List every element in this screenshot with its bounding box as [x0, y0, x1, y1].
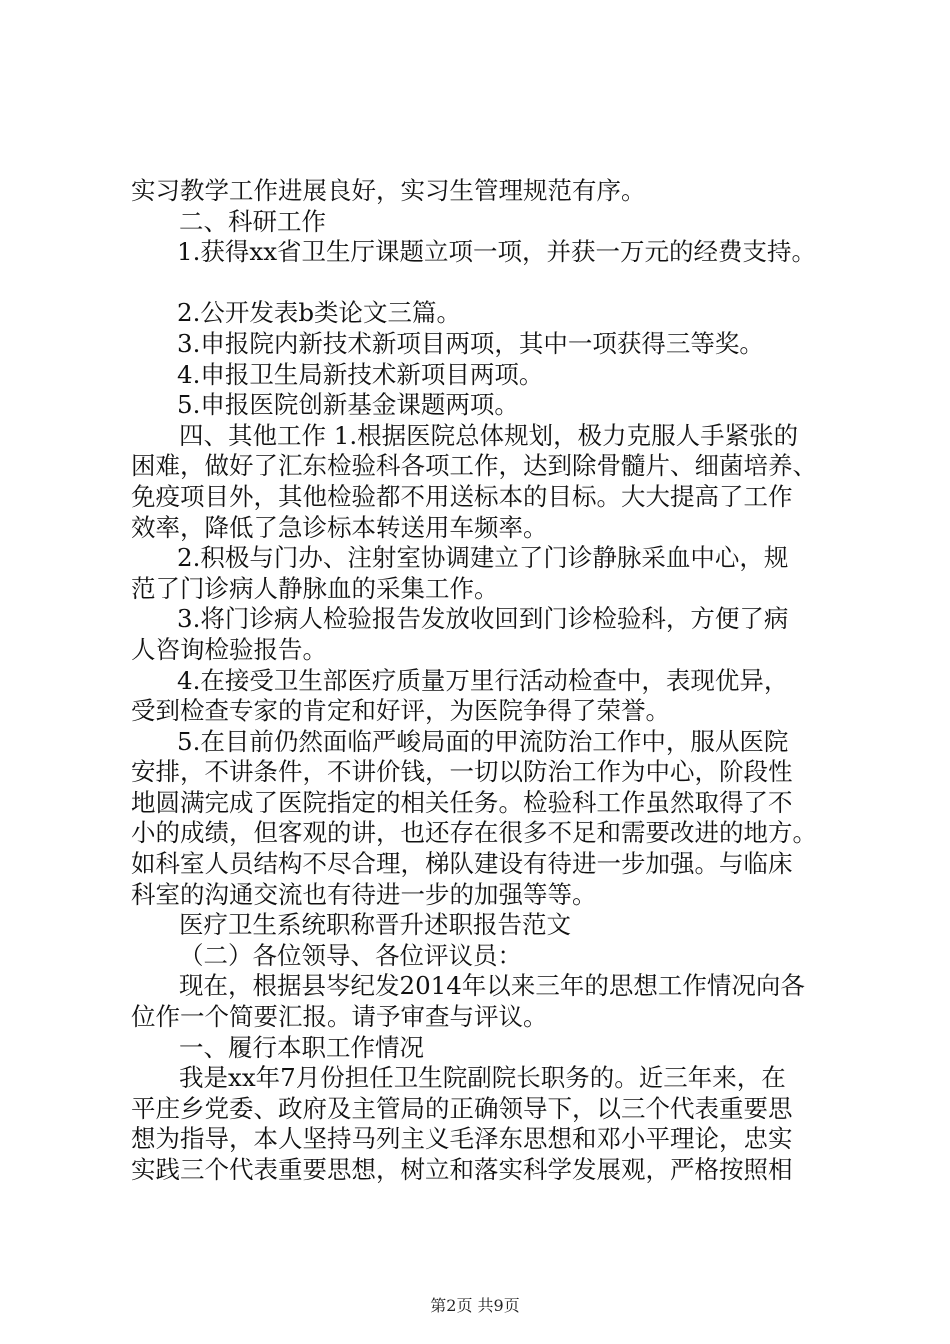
- text-line: 我是xx年7月份担任卫生院副院长职务的。近三年来，在: [179, 1063, 786, 1093]
- section-heading: 二、科研工作: [179, 206, 326, 236]
- text-line: 科室的沟通交流也有待进一步的加强等等。: [131, 879, 597, 909]
- text-line: 如科室人员结构不尽合理，梯队建设有待进一步加强。与临床: [131, 849, 793, 879]
- text-line: 人咨询检验报告。: [131, 634, 327, 664]
- text-line: 小的成绩，但客观的讲，也还存在很多不足和需要改进的地方。: [131, 818, 817, 848]
- text-line: 安排，不讲条件，不讲价钱，一切以防治工作为中心，阶段性: [131, 757, 793, 787]
- text-line: 四、其他工作 1.根据医院总体规划，极力克服人手紧张的: [179, 420, 799, 450]
- text-line: 想为指导，本人坚持马列主义毛泽东思想和邓小平理论，忠实: [131, 1124, 793, 1154]
- text-line: 4.申报卫生局新技术新项目两项。: [177, 359, 544, 389]
- text-line: 困难，做好了汇东检验科各项工作，达到除骨髓片、细菌培养、: [131, 451, 817, 481]
- page-number-footer: 第2页 共9页: [430, 1296, 520, 1315]
- text-line: 3.申报院内新技术新项目两项，其中一项获得三等奖。: [177, 328, 764, 358]
- text-line: 范了门诊病人静脉血的采集工作。: [131, 573, 499, 603]
- text-line: 4.在接受卫生部医疗质量万里行活动检查中，表现优异，: [177, 665, 789, 695]
- document-title: 医疗卫生系统职称晋升述职报告范文: [179, 910, 571, 940]
- text-line: 5.在目前仍然面临严峻局面的甲流防治工作中，服从医院: [177, 726, 789, 756]
- text-line: 5.申报医院创新基金课题两项。: [177, 390, 519, 420]
- text-line: 地圆满完成了医院指定的相关任务。检验科工作虽然取得了不: [131, 787, 793, 817]
- text-line: 3.将门诊病人检验报告发放收回到门诊检验科，方便了病: [177, 604, 789, 634]
- text-line: 现在，根据县岑纪发2014年以来三年的思想工作情况向各: [179, 971, 805, 1001]
- section-heading: 一、履行本职工作情况: [179, 1032, 424, 1062]
- text-line: 实践三个代表重要思想，树立和落实科学发展观，严格按照相: [131, 1155, 793, 1184]
- text-line: 2.积极与门办、注射室协调建立了门诊静脉采血中心，规: [177, 543, 789, 573]
- blank-line: [131, 268, 831, 299]
- text-line: 免疫项目外，其他检验都不用送标本的目标。大大提高了工作: [131, 481, 793, 511]
- text-line: 效率，降低了急诊标本转送用车频率。: [131, 512, 548, 542]
- text-line: 1.获得xx省卫生厅课题立项一项，并获一万元的经费支持。: [177, 237, 817, 267]
- text-line: 平庄乡党委、政府及主管局的正确领导下，以三个代表重要思: [131, 1093, 793, 1123]
- document-body: [131, 176, 831, 1186]
- text-line: 实习教学工作进展良好，实习生管理规范有序。: [131, 176, 646, 205]
- text-line: （二）各位领导、各位评议员：: [179, 940, 522, 970]
- text-line: 位作一个简要汇报。请予审查与评议。: [131, 1002, 548, 1032]
- text-line: 2.公开发表b类论文三篇。: [177, 298, 462, 328]
- text-line: 受到检查专家的肯定和好评，为医院争得了荣誉。: [131, 696, 670, 726]
